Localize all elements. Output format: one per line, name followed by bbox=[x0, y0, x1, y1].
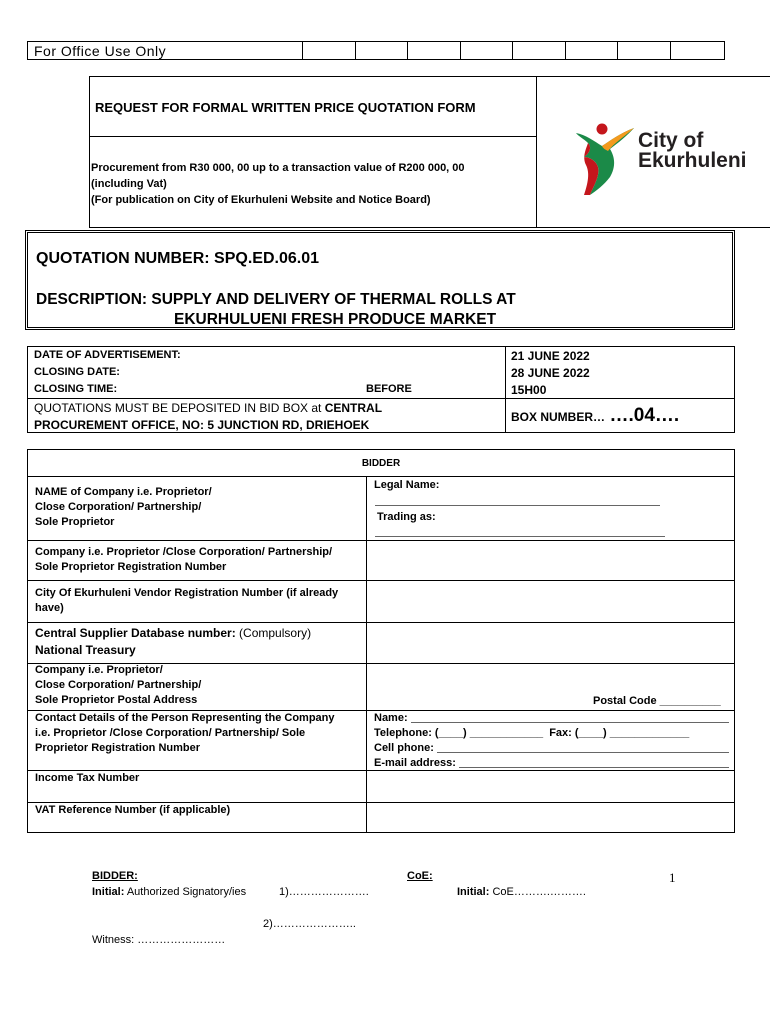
company-name-label: NAME of Company i.e. Proprietor/ Close Corporation/ Partnership/ Sole Proprietor bbox=[35, 486, 212, 528]
trading-as-label: Trading as: bbox=[377, 511, 436, 523]
box-number-value: ….04…. bbox=[609, 405, 680, 426]
bidder-heading: BIDDER bbox=[361, 458, 401, 469]
footer-bidder-label: BIDDER: bbox=[92, 870, 138, 882]
footer-coe-initial[interactable]: Initial: CoE……….………. bbox=[457, 886, 586, 898]
vat-reference-field[interactable] bbox=[368, 804, 733, 832]
registration-number-label: Company i.e. Proprietor /Close Corporation/ Partnership/ Sole Proprietor Registration Number bbox=[35, 546, 333, 573]
income-tax-label: Income Tax Number bbox=[35, 772, 140, 784]
contact-name-field[interactable]: Name: bbox=[374, 711, 729, 726]
vendor-registration-label: City Of Ekurhuleni Vendor Registration Number (if already have) bbox=[35, 587, 339, 614]
footer-coe-label: CoE: bbox=[407, 870, 433, 882]
quotation-box bbox=[25, 230, 735, 330]
income-tax-field[interactable] bbox=[368, 772, 733, 801]
postal-code-label[interactable]: Postal Code __________ bbox=[593, 695, 721, 707]
contact-email-field[interactable]: E-mail address: bbox=[374, 756, 729, 771]
closing-date-value: 28 JUNE 2022 bbox=[511, 366, 590, 380]
contact-phone-fax-field[interactable]: Telephone: (____) ____________ Fax: (____) _____________ bbox=[374, 727, 690, 739]
footer-bidder-initial: Initial: Authorized Signatory/ies bbox=[92, 886, 247, 898]
signature-line-2[interactable]: 2)………………….. bbox=[263, 918, 356, 930]
deposit-instructions: QUOTATIONS MUST BE DEPOSITED IN BID BOX at CENTRAL PROCUREMENT OFFICE, NO: 5 JUNCTION RD, DRIEHOEK bbox=[34, 401, 383, 432]
trading-as-field[interactable] bbox=[375, 536, 665, 537]
advert-date-value: 21 JUNE 2022 bbox=[511, 349, 590, 363]
city-of-ekurhuleni-logo bbox=[568, 121, 768, 197]
dates-table bbox=[27, 346, 735, 433]
signature-line-1[interactable]: 1)…………………. bbox=[279, 886, 369, 898]
closing-time-label: CLOSING TIME: bbox=[34, 383, 118, 395]
closing-date-label: CLOSING DATE: bbox=[34, 366, 120, 378]
vat-reference-label: VAT Reference Number (if applicable) bbox=[35, 804, 231, 816]
legal-name-field[interactable] bbox=[375, 505, 660, 506]
page-number: 1 bbox=[669, 870, 676, 885]
office-use-label: For Office Use Only bbox=[34, 43, 167, 59]
quotation-number: QUOTATION NUMBER: SPQ.ED.06.01 bbox=[36, 250, 319, 267]
procurement-info: Procurement from R30 000, 00 up to a transaction value of R200 000, 00 (including Vat) (For publication on City of Ekurhuleni Website and Notice Board) bbox=[91, 162, 465, 206]
closing-time-before: BEFORE bbox=[366, 383, 412, 395]
office-use-strip bbox=[27, 41, 725, 60]
csd-number-label: Central Supplier Database number: (Compulsory) National Treasury bbox=[35, 626, 312, 657]
contact-details-label: Contact Details of the Person Representing the Company i.e. Proprietor /Close Corporation/ Partnership/ Sole Proprietor Registration Number bbox=[35, 712, 335, 754]
logo-text: City of Ekurhuleni bbox=[638, 129, 747, 172]
postal-address-label: Company i.e. Proprietor/ Close Corporation/ Partnership/ Sole Proprietor Postal Address bbox=[35, 664, 202, 706]
bidder-table bbox=[27, 449, 735, 833]
form-title: REQUEST FOR FORMAL WRITTEN PRICE QUOTATION FORM bbox=[95, 100, 476, 115]
csd-number-field[interactable] bbox=[368, 624, 733, 662]
witness-line[interactable]: Witness: …………………… bbox=[92, 934, 226, 946]
ekurhuleni-figure-icon bbox=[568, 121, 638, 197]
form-header bbox=[89, 76, 770, 228]
registration-number-field[interactable] bbox=[368, 542, 733, 579]
vendor-registration-field[interactable] bbox=[368, 582, 733, 621]
quotation-description: DESCRIPTION: SUPPLY AND DELIVERY OF THERMAL ROLLS AT EKURHULUENI FRESH PRODUCE MARKET bbox=[36, 291, 516, 328]
footer bbox=[0, 868, 770, 958]
closing-time-value: 15H00 bbox=[511, 383, 547, 397]
contact-fields bbox=[374, 711, 729, 771]
legal-name-label: Legal Name: bbox=[374, 479, 440, 491]
advert-date-label: DATE OF ADVERTISEMENT: bbox=[34, 349, 181, 361]
contact-cell-field[interactable]: Cell phone: bbox=[374, 741, 729, 756]
box-number: BOX NUMBER… ….04…. bbox=[511, 405, 680, 426]
